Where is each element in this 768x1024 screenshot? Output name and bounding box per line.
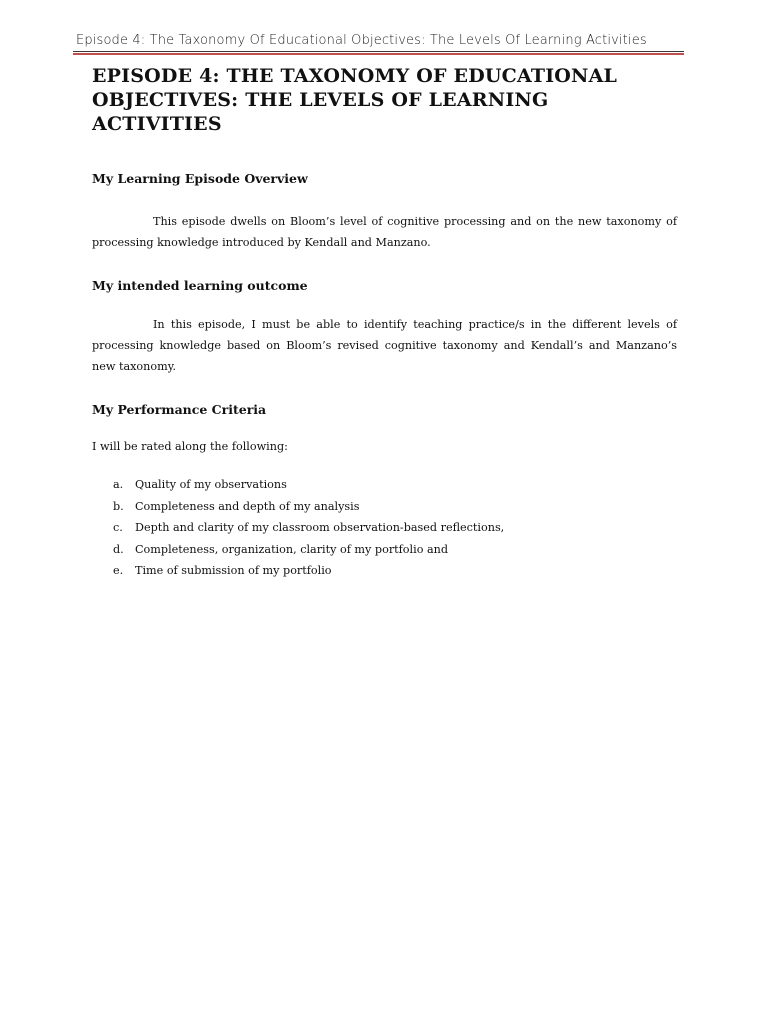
- list-marker: e.: [113, 564, 124, 577]
- outcome-paragraph: [92, 314, 677, 377]
- list-marker: b.: [113, 499, 124, 513]
- list-item: [92, 499, 504, 521]
- list-item-text: Completeness, organization, clarity of my portfolio and: [135, 542, 449, 556]
- list-item: [92, 520, 504, 542]
- list-item: [92, 477, 504, 499]
- list-item: [92, 563, 504, 585]
- list-marker: a.: [113, 478, 124, 491]
- list-item: [92, 542, 504, 564]
- list-marker: c.: [113, 521, 123, 534]
- list-item-text: Depth and clarity of my classroom observation-based reflections,: [135, 521, 505, 534]
- list-item-text: Completeness and depth of my analysis: [135, 499, 360, 513]
- header-rule-accent: [73, 53, 684, 55]
- overview-paragraph: [92, 211, 677, 253]
- list-item-text: Quality of my observations: [135, 478, 287, 491]
- overview-body: This episode dwells on Bloom’s level of cognitive processing and on the new taxonomy of processing knowledge introduced by Kendall and Manzano.: [92, 215, 677, 249]
- list-item-text: Time of submission of my portfolio: [135, 564, 332, 577]
- header-rule: [73, 51, 684, 52]
- criteria-list: [92, 477, 504, 585]
- criteria-lead: I will be rated along the following:: [92, 440, 288, 453]
- overview-heading: My Learning Episode Overview: [92, 171, 308, 186]
- running-header: Episode 4: The Taxonomy Of Educational Objectives: The Levels Of Learning Activities: [76, 33, 647, 48]
- outcome-body: In this episode, I must be able to identify teaching practice/s in the different levels of processing knowledge based on Bloom’s revised cognitive taxonomy and Kendall’s and Manzano’s new taxonomy.: [92, 318, 677, 373]
- criteria-heading: My Performance Criteria: [92, 402, 267, 417]
- list-marker: d.: [113, 542, 124, 556]
- page-title: EPISODE 4: THE TAXONOMY OF EDUCATIONAL OBJECTIVES: THE LEVELS OF LEARNING ACTIVITIES: [92, 65, 618, 135]
- outcome-heading: My intended learning outcome: [92, 278, 308, 293]
